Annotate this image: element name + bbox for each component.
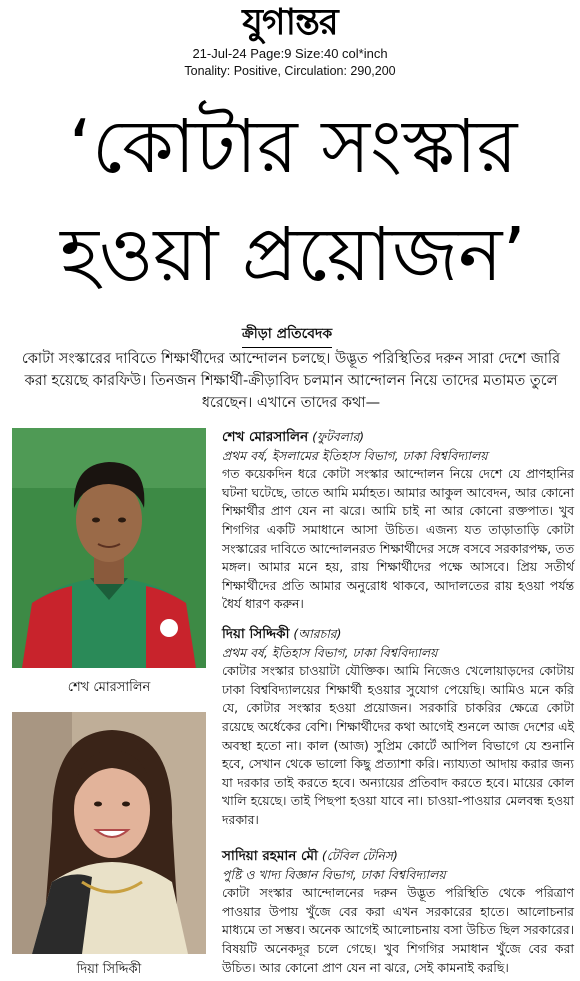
statement-2 [222,625,574,830]
headline-line-2: হওয়া প্রয়োজন’ [60,212,526,298]
athlete-name: শেখ মোরসালিন [222,429,309,445]
athlete-sport: (টেবিল টেনিস) [321,848,398,863]
athlete-name: দিয়া সিদ্দিকী [222,626,290,642]
clip-meta-line: 21-Jul-24 Page:9 Size:40 col*inch [192,46,388,61]
clip-tonality-line: Tonality: Positive, Circulation: 290,200 [184,64,396,78]
athlete-affiliation: প্রথম বর্ষ, ইতিহাস বিভাগ, ঢাকা বিশ্ববিদ্যালয় [222,644,438,660]
statement-1 [222,428,574,614]
headline-line-1: ‘কোটার সংস্কার [68,104,518,190]
newspaper-logo: যুগান্তর [242,2,338,43]
archer-portrait-icon [12,712,206,954]
statement-3 [222,847,574,977]
intro-paragraph: কোটা সংস্কারের দাবিতে শিক্ষার্থীদের আন্দোলন চলছে। উদ্ভূত পরিস্থিতির দরুন সারা দেশে জারি করা হয়েছে কারফিউ। তিনজন শিক্ষার্থী-ক্রীড়াবিদ চলমান আন্দোলন নিয়ে তাদের মতামত তুলে ধরেছেন। এখানে তাদের কথা— [21,351,561,411]
photo-caption-2: দিয়া সিদ্দিকী [76,962,142,977]
statement-text: কোটার সংস্কার চাওয়াটা যৌক্তিক। আমি নিজেও খেলোয়াড়দের কোটায় ঢাকা বিশ্ববিদ্যালয়ের শিক্ষার্থী হওয়ার সুযোগ পেয়েছি। আমিও মনে করি যে, কোটার সংস্কার হওয়া প্রয়োজন। সরকারি চাকরির ক্ষেত্রে কোটা রয়েছে অর্ধেকের বেশি। শিক্ষার্থীদের কথা আগেই শুনলে আজ দেশের এই অবস্থা হতো না। কাল (আজ) সুপ্রিম কোর্টে আপিল বিভাগে যে শুনানি হবে, সেখান থেকে ভালো কিছু প্রত্যাশা করি। ন্যায্যতা আদায় করার জন্য যা দরকার তাই করতে হবে। অন্যায়ের প্রতিবাদ করতে হবে। মায়ের কোল খালি হয়েছে। তাই পিছপা হওয়া যাবে না। চাওয়া-পাওয়ার মেলবন্ধ হওয়া দরকার। [222,663,574,827]
athlete-affiliation: প্রথম বর্ষ, ইসলামের ইতিহাস বিভাগ, ঢাকা বিশ্ববিদ্যালয় [222,447,488,463]
athlete-name: সাদিয়া রহমান মৌ [222,848,318,864]
athlete-sport: (ফুটবলার) [312,429,365,444]
athlete-sport: (আরচার) [293,626,342,641]
photo-diya-siddiqui [12,712,206,954]
footballer-portrait-icon [12,428,206,668]
athlete-affiliation: পুষ্টি ও খাদ্য বিজ্ঞান বিভাগ, ঢাকা বিশ্ববিদ্যালয় [222,866,446,882]
reporter-byline: ক্রীড়া প্রতিবেদক [242,322,332,348]
statement-text: কোটা সংস্কার আন্দোলনের দরুন উদ্ভূত পরিস্থিতি থেকে পরিত্রাণ পাওয়ার উপায় খুঁজে বের করা এখন সরকারের হাতে। আলোচনার মাধ্যমে তা সম্ভব। অনেক আগেই আলোচনায় বসা উচিত ছিল সরকারের। বিষয়টি অনেকদূর চলে গেছে। খুব শিগগির সমাধান খুঁজে বের করা উচিত। আর কোনো প্রাণ যেন না ঝরে, সেই কামনাই করছি। [222,885,574,975]
photo-caption-1: শেখ মোরসালিন [67,680,151,695]
photo-sheikh-morsalin [12,428,206,668]
statement-text: গত কয়েকদিন ধরে কোটা সংস্কার আন্দোলন নিয়ে দেশে যে প্রাণহানির ঘটনা ঘটেছে, তাতে আমি মর্মাহত। আমার আকুল আবেদন, আর কোনো শিক্ষার্থীর প্রাণ যেন না ঝরে। আমি চাই না আর কোনো রক্তপাত। খুব শিগগির একটি সমাধানে আসা উচিত। এজন্য যত তাড়াতাড়ি কোটা সংস্কারের দাবিতে আন্দোলনরত শিক্ষার্থীদের সঙ্গে বসবে সরকারপক্ষ, তত মঙ্গল। আমার মনে হয়, রায় শিক্ষার্থীদের পক্ষে আসবে। প্রিয় সতীর্থ শিক্ষার্থীদের প্রতি আমার অনুরোধ থাকবে, আদালতের রায় হওয়া পর্যন্ত ধৈর্য ধারণ করুন। [222,466,574,612]
